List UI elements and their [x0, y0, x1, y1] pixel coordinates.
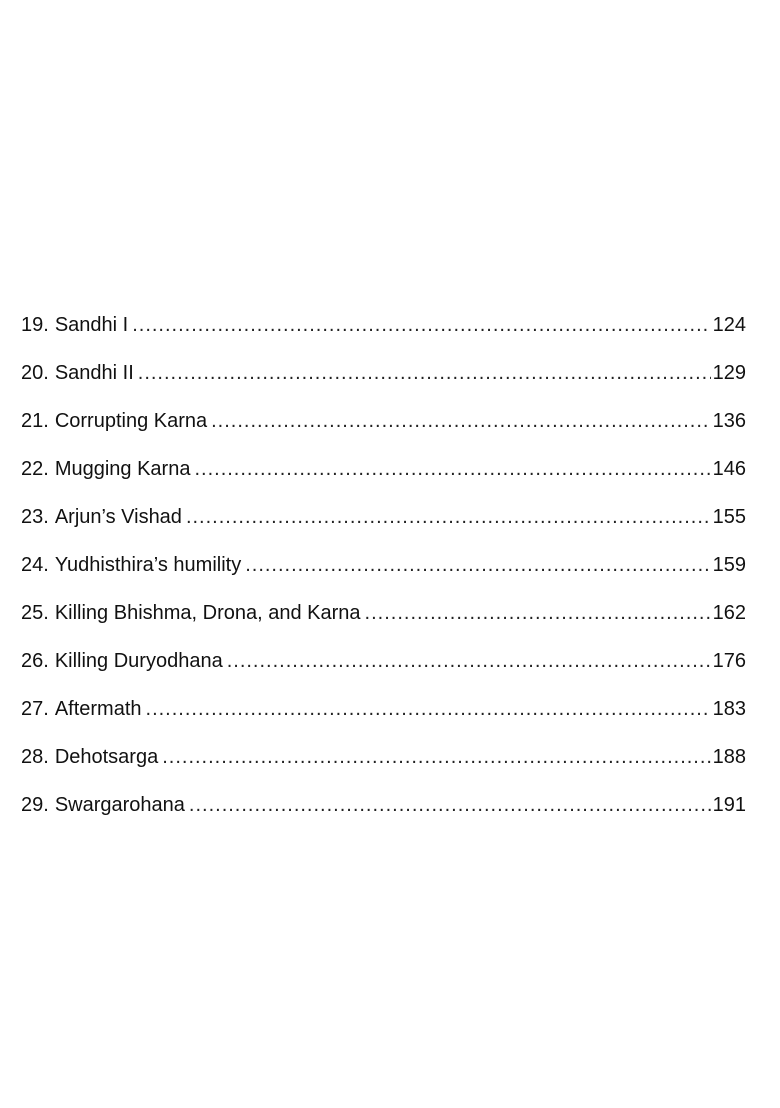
dot-leader: [189, 789, 711, 821]
page-number: 176: [712, 650, 746, 672]
chapter-number: 20.: [21, 362, 49, 384]
page-number: 146: [712, 458, 746, 480]
chapter-number: 27.: [21, 698, 49, 720]
chapter-title: Mugging Karna: [54, 458, 191, 480]
chapter-title: Swargarohana: [54, 794, 185, 816]
toc-entry: [21, 693, 746, 741]
chapter-title: Yudhisthira’s humility: [54, 554, 242, 576]
page-number: 191: [712, 794, 746, 816]
toc-entry: [21, 501, 746, 549]
chapter-number: 21.: [21, 410, 49, 432]
chapter-title: Sandhi I: [54, 314, 129, 336]
chapter-title: Sandhi II: [54, 362, 134, 384]
toc-entry: [21, 309, 746, 357]
chapter-number: 25.: [21, 602, 49, 624]
toc-entry: [21, 357, 746, 405]
chapter-title: Corrupting Karna: [54, 410, 208, 432]
toc-entry: [21, 549, 746, 597]
dot-leader: [365, 597, 711, 629]
dot-leader: [194, 453, 710, 485]
toc-entry: [21, 453, 746, 501]
dot-leader: [245, 549, 710, 581]
page-number: 136: [712, 410, 746, 432]
dot-leader: [162, 741, 710, 773]
chapter-number: 23.: [21, 506, 49, 528]
chapter-number: 19.: [21, 314, 49, 336]
page-number: 159: [712, 554, 746, 576]
toc-entry: [21, 789, 746, 837]
chapter-title: Killing Bhishma, Drona, and Karna: [54, 602, 361, 624]
page-number: 162: [712, 602, 746, 624]
toc-entry: [21, 405, 746, 453]
chapter-number: 24.: [21, 554, 49, 576]
dot-leader: [138, 357, 711, 389]
page-number: 124: [712, 314, 746, 336]
dot-leader: [227, 645, 711, 677]
dot-leader: [186, 501, 711, 533]
toc-entry: [21, 741, 746, 789]
chapter-title: Killing Duryodhana: [54, 650, 223, 672]
dot-leader: [132, 309, 710, 341]
chapter-number: 28.: [21, 746, 49, 768]
page-number: 129: [712, 362, 746, 384]
chapter-number: 29.: [21, 794, 49, 816]
chapter-title: Dehotsarga: [54, 746, 159, 768]
dot-leader: [211, 405, 711, 437]
page-number: 183: [712, 698, 746, 720]
chapter-title: Aftermath: [54, 698, 142, 720]
chapter-title: Arjun’s Vishad: [54, 506, 182, 528]
page-number: 155: [712, 506, 746, 528]
toc-entry: [21, 645, 746, 693]
chapter-number: 26.: [21, 650, 49, 672]
chapter-number: 22.: [21, 458, 49, 480]
table-of-contents: [21, 309, 746, 837]
toc-entry: [21, 597, 746, 645]
page-number: 188: [712, 746, 746, 768]
dot-leader: [146, 693, 711, 725]
